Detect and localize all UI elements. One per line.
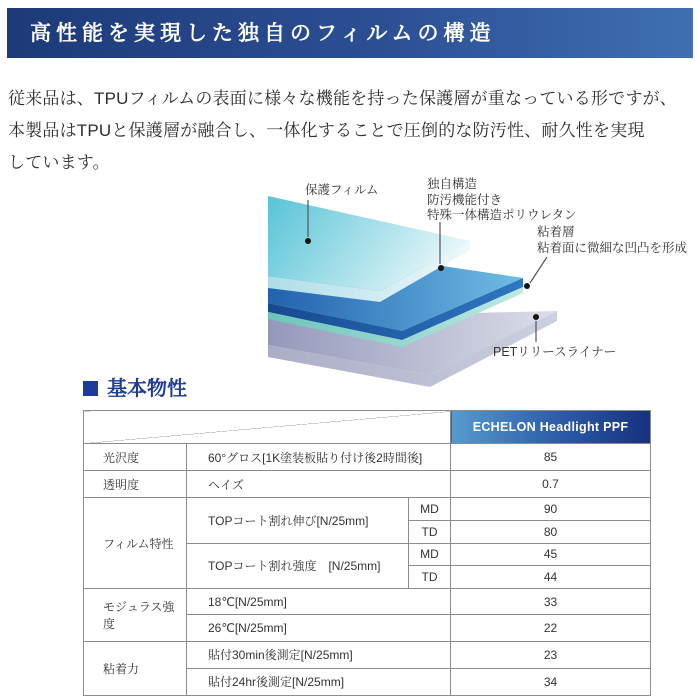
row-direction: TD [409, 520, 451, 543]
intro-line: 本製品はTPUと保護層が融合し、一体化することで圧倒的な防汚性、耐久性を実現 [8, 121, 645, 140]
row-test: TOPコート割れ伸び[N/25mm] [187, 498, 409, 543]
row-category: 粘着力 [84, 641, 187, 695]
label-adhesive-layer [537, 225, 687, 256]
product-column-header: ECHELON Headlight PPF [451, 411, 651, 444]
label-line: 粘着層 [537, 225, 575, 239]
row-test: ヘイズ [187, 471, 451, 498]
properties-table [83, 410, 651, 696]
table-corner-cell [84, 411, 451, 444]
label-line: 特殊一体構造ポリウレタン [427, 208, 577, 222]
section-heading-text: 基本物性 [107, 378, 187, 400]
row-direction: MD [409, 543, 451, 566]
label-line: 粘着面に微細な凹凸を形成 [537, 240, 688, 255]
intro-paragraph [8, 83, 698, 179]
row-value: 45 [451, 543, 651, 566]
row-test: 60°グロス[1K塗装板貼り付け後2時間後] [187, 444, 451, 471]
row-value: 22 [451, 615, 651, 641]
intro-line: 従来品は、TPUフィルムの表面に様々な機能を持った保護層が重なっている形ですが、 [8, 89, 677, 108]
row-value: 90 [451, 498, 651, 521]
row-direction: MD [409, 498, 451, 521]
row-category: 光沢度 [84, 444, 187, 471]
table-row [84, 471, 651, 498]
label-release-liner: PETリリースライナー [493, 345, 617, 359]
row-category: 透明度 [84, 471, 187, 498]
row-value: 0.7 [451, 471, 651, 498]
heading-square-icon [83, 381, 98, 396]
row-value: 44 [451, 566, 651, 589]
label-protective-film: 保護フィルム [305, 183, 379, 197]
row-category: モジュラス強度 [84, 588, 187, 641]
row-test: 貼付30min後測定[N/25mm] [187, 641, 451, 668]
row-value: 34 [451, 668, 651, 695]
label-line: 独自構造 [427, 177, 478, 191]
row-value: 33 [451, 588, 651, 614]
section-heading [83, 372, 187, 401]
title-banner [7, 8, 693, 58]
row-direction: TD [409, 566, 451, 589]
row-value: 80 [451, 520, 651, 543]
row-value: 85 [451, 444, 651, 471]
row-test: 貼付24hr後測定[N/25mm] [187, 668, 451, 695]
label-line: 防汚機能付き [427, 192, 503, 207]
table-row [84, 588, 651, 614]
label-unique-structure [427, 177, 577, 224]
intro-line: しています。 [8, 153, 110, 172]
row-test: 26℃[N/25mm] [187, 615, 451, 641]
row-category: フィルム特性 [84, 498, 187, 589]
table-row [84, 641, 651, 668]
table-row [84, 498, 651, 521]
row-value: 23 [451, 641, 651, 668]
page-title: 高性能を実現した独自のフィルムの構造 [30, 20, 496, 45]
row-test: 18℃[N/25mm] [187, 588, 451, 614]
row-test: TOPコート割れ強度 [N/25mm] [187, 543, 409, 588]
table-row [84, 444, 651, 471]
